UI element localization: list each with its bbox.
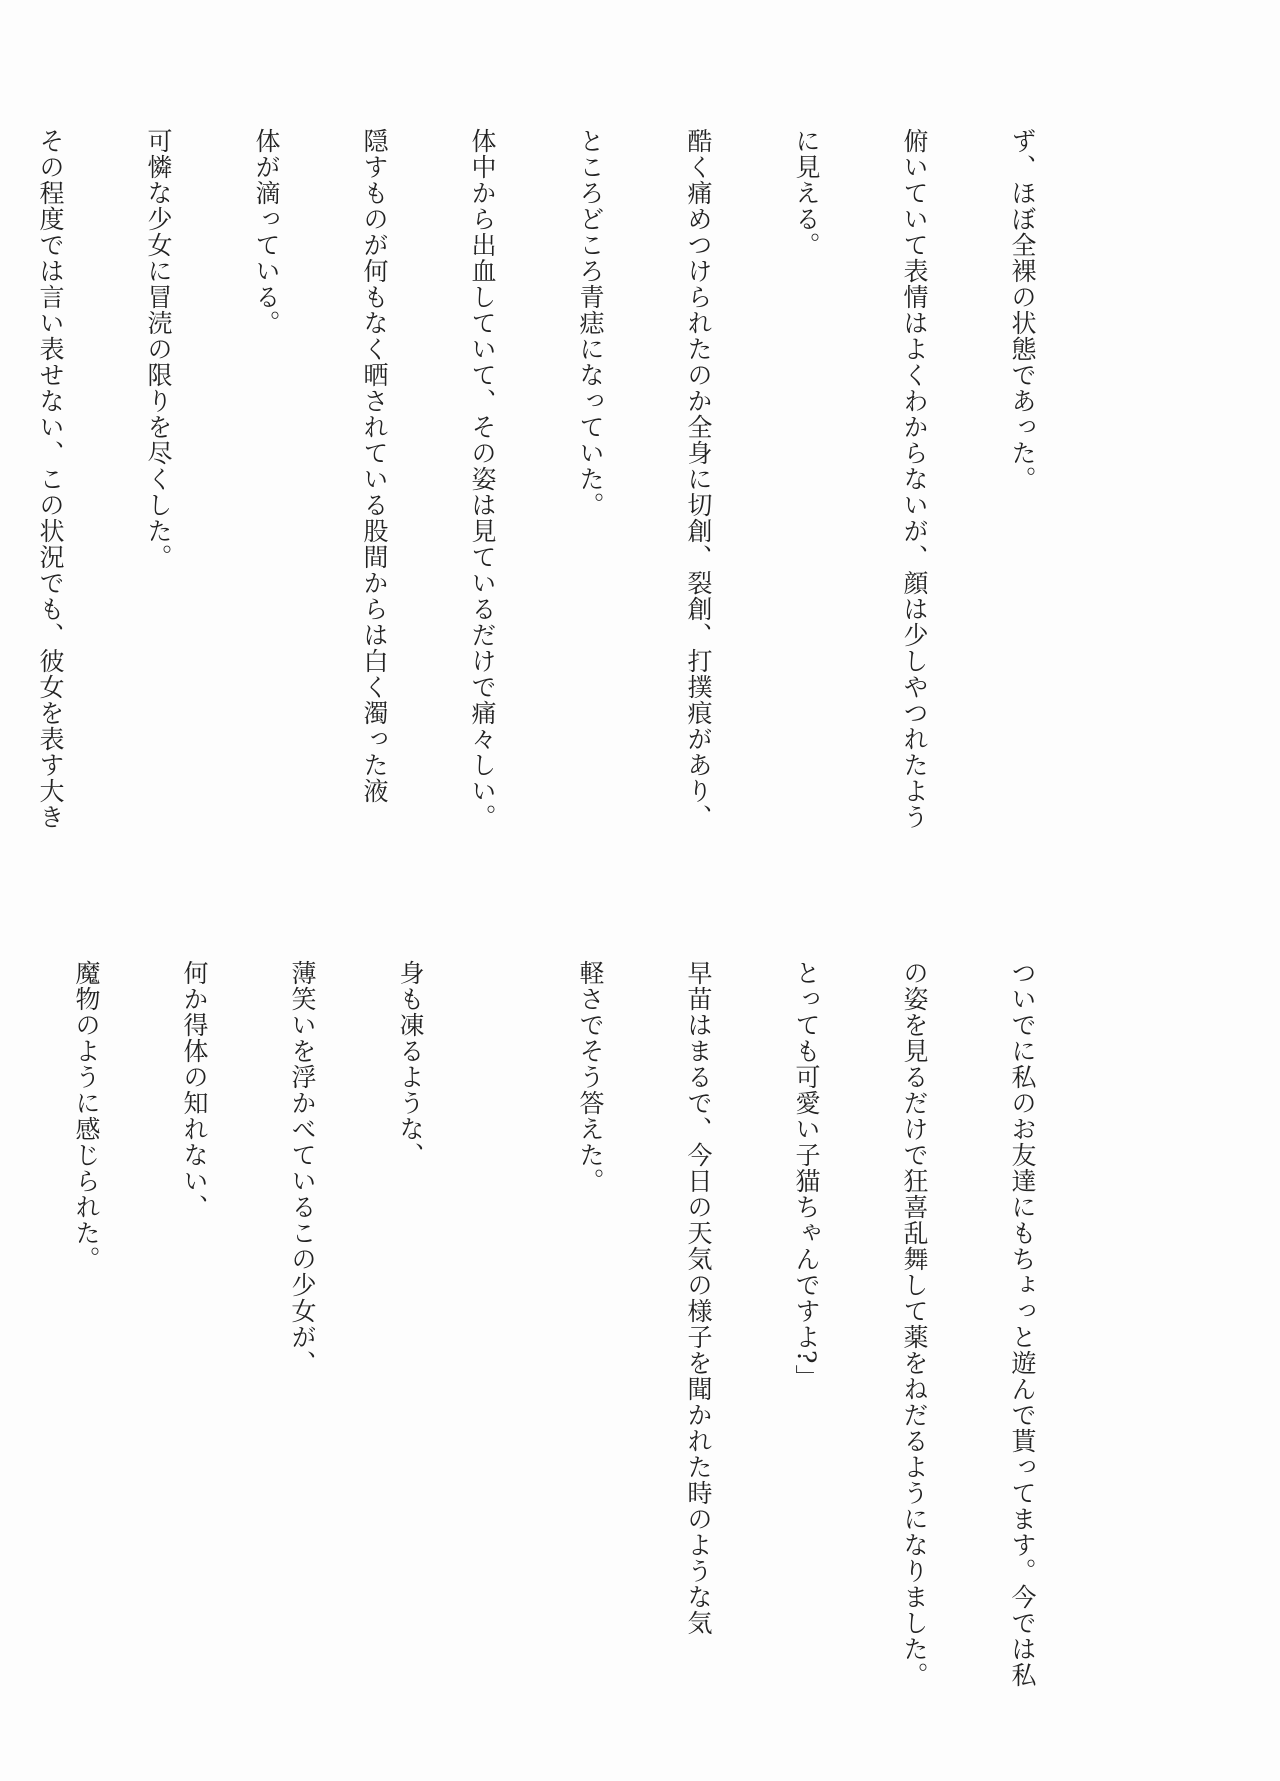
text-line: の姿を見るだけで狂喜乱舞して薬をねだるようになりました。 bbox=[900, 960, 929, 1688]
text-line: 俯いていて表情はよくわからないが、顔は少しやつれたよう bbox=[900, 128, 929, 830]
text-line: その程度では言い表せない、この状況でも、彼女を表す大き bbox=[36, 128, 65, 830]
text-line: 早苗はまるで、今日の天気の様子を聞かれた時のような気 bbox=[684, 960, 713, 1636]
text-line: とっても可愛い子猫ちゃんですよ?」 bbox=[792, 960, 821, 1391]
text-line: に見える。 bbox=[792, 128, 821, 258]
text-line: 魔物のように感じられた。 bbox=[72, 960, 101, 1272]
lower-text-block bbox=[72, 960, 1112, 1688]
text-line: ず、ほぼ全裸の状態であった。 bbox=[1008, 128, 1037, 492]
text-line: ところどころ青痣になっていた。 bbox=[576, 128, 605, 518]
text-line: 何か得体の知れない、 bbox=[180, 960, 209, 1220]
text-line: 体が滴っている。 bbox=[252, 128, 281, 336]
text-line: 軽さでそう答えた。 bbox=[576, 960, 605, 1194]
text-line: 可憐な少女に冒涜の限りを尽くした。 bbox=[144, 128, 173, 570]
text-line: 体中から出血していて、その姿は見ているだけで痛々しい。 bbox=[468, 128, 497, 830]
upper-text-block bbox=[36, 128, 1112, 830]
text-line: 隠すものが何もなく晒されている股間からは白く濁った液 bbox=[360, 128, 389, 804]
text-line: 薄笑いを浮かべているこの少女が、 bbox=[288, 960, 317, 1376]
text-line: 酷く痛めつけられたのか全身に切創、裂創、打撲痕があり、 bbox=[684, 128, 713, 830]
text-line: 身も凍るような、 bbox=[396, 960, 425, 1168]
text-line: ついでに私のお友達にもちょっと遊んで貰ってます。今では私 bbox=[1008, 960, 1037, 1688]
